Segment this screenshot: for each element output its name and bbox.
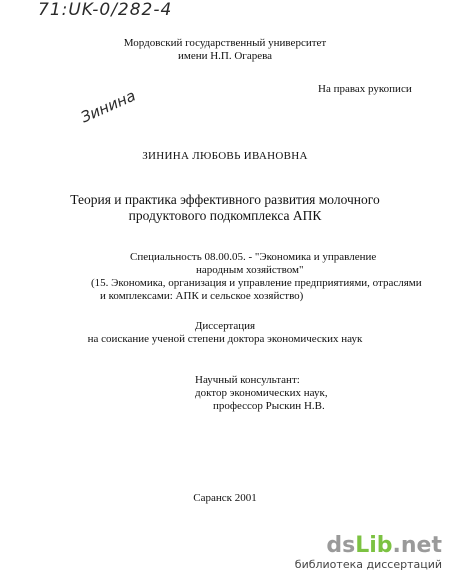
advisor-label: Научный консультант:: [195, 374, 300, 386]
handwritten-signature: Зинина: [78, 86, 139, 127]
author-name: ЗИНИНА ЛЮБОВЬ ИВАНОВНА: [142, 150, 308, 162]
rights-notice: На правах рукописи: [318, 83, 412, 95]
specialty-line: (15. Экономика, организация и управление предприятиями, отраслями: [91, 277, 422, 289]
thesis-title-line2: продуктового подкомплекса АПК: [128, 208, 322, 223]
specialty-line: народным хозяйством": [196, 264, 304, 276]
dslib-logo-net: .net: [392, 533, 442, 558]
advisor-name: профессор Рыскин Н.В.: [213, 400, 325, 412]
advisor-degree: доктор экономических наук,: [195, 387, 328, 399]
specialty-line: Специальность 08.00.05. - "Экономика и управление: [130, 251, 377, 263]
dslib-subtitle: библиотека диссертаций: [294, 558, 442, 571]
university-name: Мордовский государственный университет: [123, 37, 327, 49]
university-name-line2: имени Н.П. Огарева: [177, 50, 273, 62]
dslib-logo: [326, 534, 442, 558]
degree-line: на соискание ученой степени доктора экономических наук: [87, 333, 363, 345]
handwritten-code: 71:UK-0/282-4: [38, 0, 173, 20]
dslib-logo-lib: Lib: [355, 533, 393, 558]
specialty-line: и комплексами: АПК и сельское хозяйство): [100, 290, 304, 302]
dslib-watermark: [272, 534, 442, 574]
place-year: Саранск 2001: [193, 492, 257, 504]
dslib-logo-ds: ds: [326, 533, 356, 558]
dissertation-label: Диссертация: [194, 320, 256, 332]
thesis-title: Теория и практика эффективного развития молочного: [70, 192, 380, 207]
